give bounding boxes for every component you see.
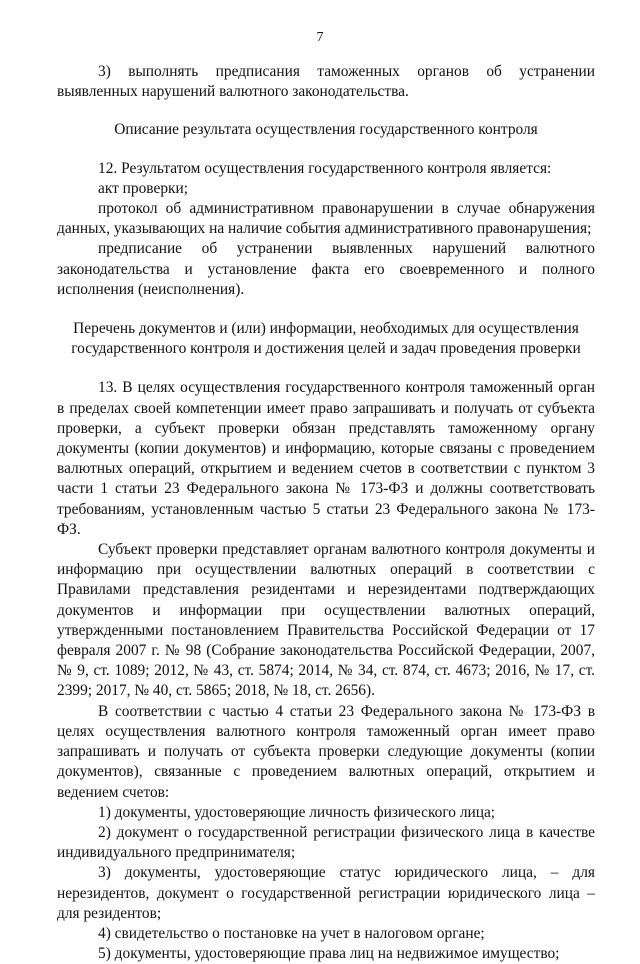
document-body	[57, 62, 595, 964]
list-item-3: 3) выполнять предписания таможенных органов об устранении выявленных нарушений валютного законодательства.	[57, 63, 595, 101]
paragraph-12: 12. Результатом осуществления государственного контроля является:	[98, 159, 552, 177]
paragraph-part-4: В соответствии с частью 4 статьи 23 Федерального закона № 173-ФЗ в целях осуществления валютного контроля таможенный орган имеет право запрашивать и получать от субъекта проверки следующие документы (копии документов), связанные с проведением валютных операций, открытием и ведением счетов:	[57, 702, 595, 801]
document-item-1: 1) документы, удостоверяющие личность физического лица;	[98, 803, 496, 821]
paragraph-13: 13. В целях осуществления государственного контроля таможенный орган в пределах своей компетенции имеет право запрашивать и получать от субъекта проверки, а субъект проверки обязан представлять таможенному органу документы (копии документов) и информацию, которые связаны с проведением валютных операций, открытием и ведением счетов в соответствии с пунктом 3 части 1 статьи 23 Федерального закона № 173-ФЗ и должны соответствовать требованиям, установленным частью 5 статьи 23 Федерального закона № 173-ФЗ.	[57, 379, 595, 538]
section-heading-result: Описание результата осуществления государственного контроля	[114, 121, 538, 139]
paragraph-rules: Субъект проверки представляет органам валютного контроля документы и информацию при осуществлении валютных операций в соответствии с Правилами представления резидентами и нерезидентами подтверждающих документов и информации при осуществлении валютных операций, утвержденными постановлением Правительства Российской Федерации от 17 февраля 2007 г. № 98 (Собрание законодательства Российской Федерации, 2007, № 9, ст. 1089; 2012, № 43, ст. 5874; 2014, № 34, ст. 874, ст. 4673; 2016, № 17, ст. 2399; 2017, № 40, ст. 5865; 2018, № 18, ст. 2656).	[57, 541, 595, 700]
document-item-2: 2) документ о государственной регистрации физического лица в качестве индивидуального предпринимателя;	[57, 823, 595, 862]
section-heading-documents: Перечень документов и (или) информации, необходимых для осуществления государственного контроля и достижения целей и задач проведения проверки	[71, 320, 581, 358]
document-item-5: 5) документы, удостоверяющие права лиц на недвижимое имущество;	[98, 945, 560, 963]
result-item-act: акт проверки;	[98, 179, 188, 197]
result-item-protocol: протокол об административном правонарушении в случае обнаружения данных, указывающих на наличие события административного правонарушения;	[57, 200, 595, 238]
page-number: 7	[316, 30, 324, 45]
document-item-4: 4) свидетельство о постановке на учет в налоговом органе;	[98, 924, 485, 942]
result-item-order: предписание об устранении выявленных нарушений валютного законодательства и установление факта его своевременного и полного исполнения (неисполнения).	[57, 240, 595, 298]
document-item-3: 3) документы, удостоверяющие статус юридического лица, – для нерезидентов, документ о государственной регистрации юридического лица – для резидентов;	[57, 864, 595, 922]
